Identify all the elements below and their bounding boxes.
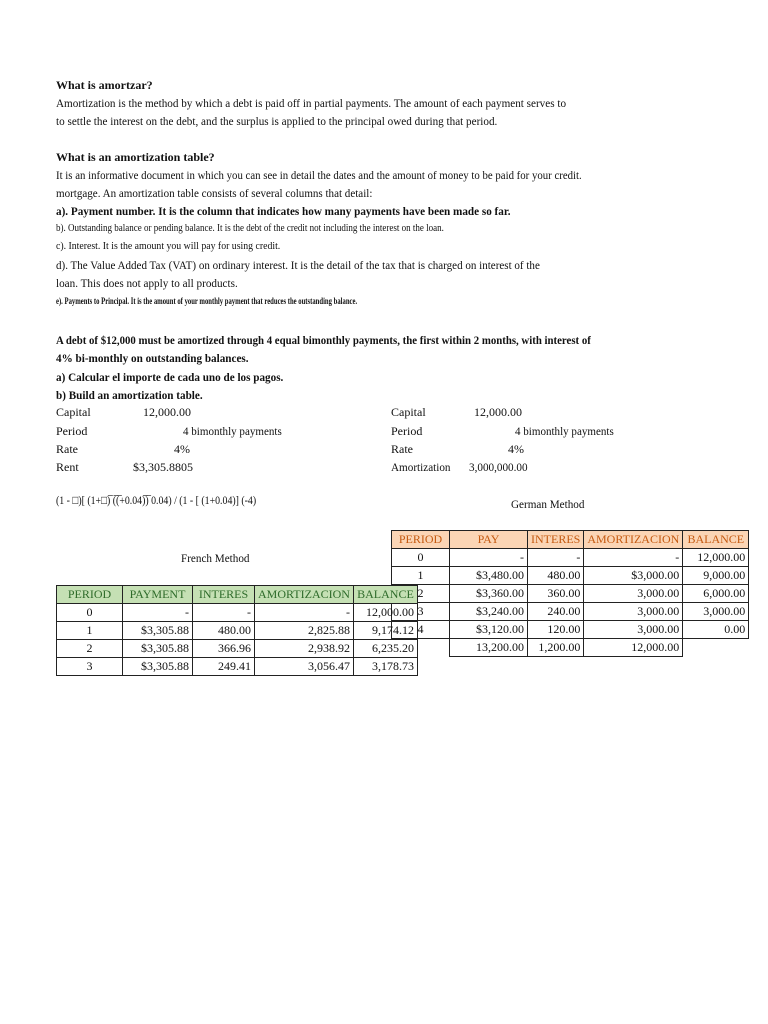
german-totals-row <box>392 639 749 657</box>
list-item-a: a). Payment number. It is the column that indicates how many payments have been made so far. <box>56 204 511 218</box>
german-cell: - <box>450 549 528 567</box>
left-capital-label: Capital <box>56 405 91 419</box>
german-cell: $3,120.00 <box>450 621 528 639</box>
left-capital-value: 12,000.00 <box>143 405 191 419</box>
french-cell: 6,235.20 <box>353 640 417 658</box>
french-amortization-table <box>56 585 418 676</box>
french-cell: 2,825.88 <box>255 622 354 640</box>
german-cell: 2 <box>392 585 450 603</box>
german-cell: 3,000.00 <box>584 585 683 603</box>
left-rate-value: 4% <box>174 442 190 456</box>
french-cell: 366.96 <box>193 640 255 658</box>
french-cell: - <box>255 604 354 622</box>
german-header-balance: BALANCE <box>683 531 749 549</box>
right-capital-label: Capital <box>391 405 426 419</box>
german-cell: 0 <box>392 549 450 567</box>
list-item-e: e). Payments to Principal. It is the amount of your monthly payment that reduces the outstanding balance. <box>56 296 358 306</box>
german-header-pay: PAY <box>450 531 528 549</box>
right-amortization-label: Amortization <box>391 460 451 474</box>
german-cell: 0.00 <box>683 621 749 639</box>
german-cell: 120.00 <box>528 621 584 639</box>
german-cell: 3,000.00 <box>584 603 683 621</box>
french-cell: 3 <box>57 658 123 676</box>
table-row <box>392 567 749 585</box>
table-row <box>57 604 418 622</box>
french-header-period: PERIOD <box>57 586 123 604</box>
french-header-interes: INTERES <box>193 586 255 604</box>
problem-part-b: b) Build an amortization table. <box>56 388 203 402</box>
german-cell: - <box>528 549 584 567</box>
left-period-label: Period <box>56 424 88 438</box>
list-item-d-line-2: loan. This does not apply to all products. <box>56 276 238 290</box>
german-cell: $3,000.00 <box>584 567 683 585</box>
french-cell: 480.00 <box>193 622 255 640</box>
french-method-title: French Method <box>181 551 250 565</box>
french-cell: 2 <box>57 640 123 658</box>
heading-amortization-table: What is an amortization table? <box>56 150 215 164</box>
left-rent-value: $3,305.8805 <box>133 460 193 474</box>
french-cell: 12,000.00 <box>353 604 417 622</box>
right-period-label: Period <box>391 424 423 438</box>
heading-what-is-amortizar: What is amortzar? <box>56 78 153 92</box>
intro-paragraph-line-1: Amortization is the method by which a debt is paid off in partial payments. The amount of each payment serves to <box>56 96 567 110</box>
french-cell: - <box>193 604 255 622</box>
german-header-amortizacion: AMORTIZACION <box>584 531 683 549</box>
table-row <box>392 603 749 621</box>
french-cell: - <box>123 604 193 622</box>
german-cell: 3,000.00 <box>683 603 749 621</box>
problem-line-1: A debt of $12,000 must be amortized through 4 equal bimonthly payments, the first within 2 months, with interest of <box>56 333 591 347</box>
french-header-row <box>57 586 418 604</box>
right-capital-value: 12,000.00 <box>474 405 522 419</box>
german-cell: 1 <box>392 567 450 585</box>
french-cell: $3,305.88 <box>123 640 193 658</box>
german-cell: 9,000.00 <box>683 567 749 585</box>
german-cell: 6,000.00 <box>683 585 749 603</box>
german-cell: 3 <box>392 603 450 621</box>
french-cell: 3,056.47 <box>255 658 354 676</box>
table-row <box>57 640 418 658</box>
list-item-d-line-1: d). The Value Added Tax (VAT) on ordinary interest. It is the detail of the tax that is charged on interest of the <box>56 258 540 272</box>
french-cell: 9,174.12 <box>353 622 417 640</box>
french-cell: 2,938.92 <box>255 640 354 658</box>
german-cell: 12,000.00 <box>683 549 749 567</box>
french-cell: $3,305.88 <box>123 622 193 640</box>
german-cell: 3,000.00 <box>584 621 683 639</box>
list-item-b: b). Outstanding balance or pending balance. It is the debt of the credit not including the interest on the loan. <box>56 223 444 234</box>
problem-line-2: 4% bi-monthly on outstanding balances. <box>56 351 249 365</box>
german-cell: 240.00 <box>528 603 584 621</box>
table-def-line-1: It is an informative document in which you can see in detail the dates and the amount of money to be paid for your credit. <box>56 168 582 182</box>
french-cell: $3,305.88 <box>123 658 193 676</box>
left-rate-label: Rate <box>56 442 78 456</box>
french-cell: 3,178.73 <box>353 658 417 676</box>
german-cell: $3,480.00 <box>450 567 528 585</box>
table-row <box>392 549 749 567</box>
german-total-interes: 1,200.00 <box>528 639 584 657</box>
german-cell: - <box>584 549 683 567</box>
german-totals-blank <box>683 639 749 657</box>
payment-formula: (1 - □)[ (1+□)̅ (̅(̅+0.04)̅)̅ 0.04) / (1 - [ (1+0.04)] (-4) <box>56 493 257 507</box>
german-total-amortizacion: 12,000.00 <box>584 639 683 657</box>
table-row <box>57 658 418 676</box>
german-method-title: German Method <box>511 497 585 511</box>
list-item-c: c). Interest. It is the amount you will pay for using credit. <box>56 241 281 252</box>
table-row <box>57 622 418 640</box>
right-amortization-value: 3,000,000.00 <box>469 460 528 474</box>
intro-paragraph-line-2: to settle the interest on the debt, and the surplus is applied to the principal owed during that period. <box>56 114 498 128</box>
german-cell: 360.00 <box>528 585 584 603</box>
german-header-row <box>392 531 749 549</box>
french-header-balance: BALANCE <box>353 586 417 604</box>
french-cell: 249.41 <box>193 658 255 676</box>
german-amortization-table <box>391 530 749 657</box>
right-rate-value: 4% <box>508 442 524 456</box>
german-total-pay: 13,200.00 <box>450 639 528 657</box>
german-cell: $3,360.00 <box>450 585 528 603</box>
german-cell: $3,240.00 <box>450 603 528 621</box>
left-period-value: 4 bimonthly payments <box>183 424 282 438</box>
table-row <box>392 621 749 639</box>
right-period-value: 4 bimonthly payments <box>515 424 614 438</box>
german-cell: 4 <box>392 621 450 639</box>
table-def-line-2: mortgage. An amortization table consists of several columns that detail: <box>56 186 373 200</box>
right-rate-label: Rate <box>391 442 413 456</box>
french-header-amortizacion: AMORTIZACION <box>255 586 354 604</box>
problem-part-a: a) Calcular el importe de cada uno de los pagos. <box>56 370 284 384</box>
french-cell: 0 <box>57 604 123 622</box>
table-row <box>392 585 749 603</box>
german-header-interes: INTERES <box>528 531 584 549</box>
french-header-payment: PAYMENT <box>123 586 193 604</box>
left-rent-label: Rent <box>56 460 79 474</box>
french-cell: 1 <box>57 622 123 640</box>
german-header-period: PERIOD <box>392 531 450 549</box>
german-cell: 480.00 <box>528 567 584 585</box>
